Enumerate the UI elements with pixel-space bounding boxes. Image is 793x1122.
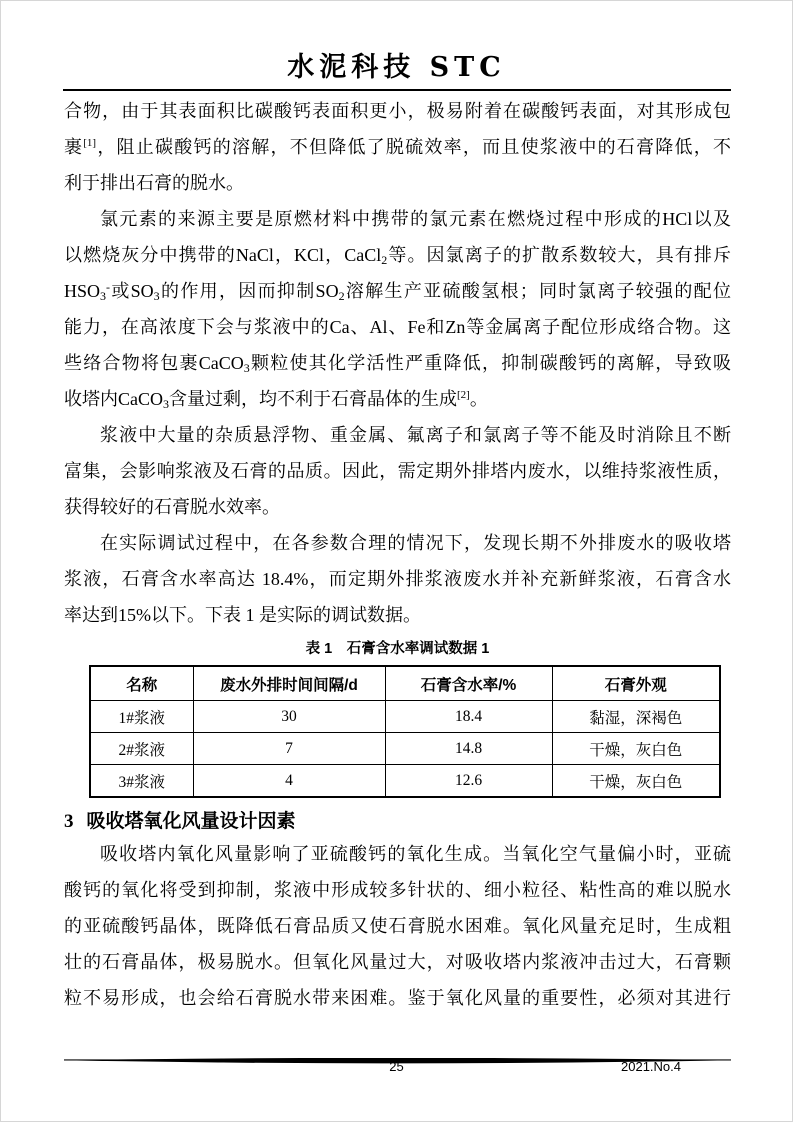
paragraph-line: 合物，由于其表面积比碳酸钙表面积更小，极易附着在碳酸钙表面，对其形成包 — [64, 101, 731, 121]
paragraph-line — [64, 129, 731, 165]
paragraph-line: 利于排出石膏的脱水。 — [64, 173, 244, 193]
text-segment: 。 — [469, 389, 488, 409]
text-segment: 颗粒使其化学活性严重降低，抑制碳酸钙的离解，导致吸 — [249, 353, 731, 373]
text-segment: ，阻止碳酸钙的溶解，不但降低了脱硫效率，而且使浆液中的石膏降低，不 — [96, 137, 731, 157]
table-cell: 30 — [193, 701, 385, 733]
chem-subscript: 3 — [163, 397, 169, 411]
table-cell: 14.8 — [385, 733, 552, 765]
chem-subscript: 3 — [243, 361, 250, 375]
table-cell: 3#浆液 — [90, 765, 193, 798]
table-header-cell: 石膏外观 — [552, 666, 720, 701]
chem-subscript: 3 — [100, 289, 107, 303]
text-segment: 含量过剩，均不利于石膏晶体的生成 — [169, 389, 457, 409]
table-header-row — [90, 666, 720, 701]
footnote-ref-1: [1] — [83, 137, 97, 149]
text-segment: HSO — [64, 281, 101, 301]
issue-number: 2021.No.4 — [621, 1059, 681, 1074]
section-heading — [64, 808, 731, 836]
text-segment: 收塔内CaCO — [64, 389, 163, 409]
paragraph-line: 粒不易形成，也会给石膏脱水带来困难。鉴于氧化风量的重要性，必须对其进行 — [64, 988, 731, 1008]
paragraph-line: 获得较好的石膏脱水效率。 — [64, 497, 280, 517]
chem-subscript: 2 — [381, 253, 388, 267]
paragraph-line: 富集，会影响浆液及石膏的品质。因此，需定期外排塔内废水，以维持浆液性质， — [64, 461, 731, 481]
text-segment: 裹 — [64, 137, 84, 157]
text-segment: 些络合物将包裹CaCO — [64, 353, 244, 373]
chem-subscript: 3 — [153, 289, 160, 303]
paragraph-line: 氯元素的来源主要是原燃材料中携带的氯元素在燃烧过程中形成的HCl以及 — [100, 209, 731, 229]
table-cell: 4 — [193, 765, 385, 798]
footnote-ref-2: [2] — [457, 389, 470, 401]
chem-superscript: - — [106, 280, 111, 294]
table-row — [90, 765, 720, 798]
paragraph-line: 在实际调试过程中，在各参数合理的情况下，发现长期不外排废水的吸收塔 — [100, 533, 731, 553]
paragraph-line — [64, 273, 731, 309]
table-header-cell: 废水外排时间间隔/d — [193, 666, 385, 701]
text-segment: 等。因氯离子的扩散系数较大，具有排斥 — [387, 245, 731, 265]
text-segment: 溶解生产亚硫酸氢根；同时氯离子较强的配位 — [344, 281, 731, 301]
table-cell: 12.6 — [385, 765, 552, 798]
table-row — [90, 733, 720, 765]
table-cell: 2#浆液 — [90, 733, 193, 765]
paragraph-line — [64, 237, 731, 273]
paragraph-line — [64, 381, 731, 417]
section-title: 吸收塔氧化风量设计因素 — [86, 811, 296, 832]
section-number: 3 — [64, 811, 74, 832]
text-segment: 或SO — [110, 281, 154, 301]
footer-rule — [64, 1052, 731, 1059]
paragraph-line: 浆液中大量的杂质悬浮物、重金属、氟离子和氯离子等不能及时消除且不断 — [100, 425, 731, 445]
table-header-cell: 石膏含水率/% — [385, 666, 552, 701]
data-table — [89, 665, 721, 798]
chem-subscript: 2 — [338, 289, 345, 303]
table-cell: 干燥，灰白色 — [552, 765, 720, 798]
page-number: 25 — [389, 1059, 404, 1074]
paragraph-line: 壮的石膏晶体，极易脱水。但氧化风量过大，对吸收塔内浆液冲击过大，石膏颗 — [64, 952, 731, 972]
table-cell: 7 — [193, 733, 385, 765]
paragraph-line: 浆液，石膏含水率高达 18.4%，而定期外排浆液废水并补充新鲜浆液，石膏含水 — [64, 569, 731, 589]
paragraph-line: 的亚硫酸钙晶体，既降低石膏品质又使石膏脱水困难。氧化风量充足时，生成粗 — [64, 916, 731, 936]
paragraph-line: 酸钙的氧化将受到抑制，浆液中形成较多针状的、细小粒径、粘性高的难以脱水 — [64, 880, 731, 900]
page-content — [64, 93, 731, 1016]
text-segment: 以燃烧灰分中携带的NaCl，KCl，CaCl — [64, 245, 382, 265]
table-row — [90, 701, 720, 733]
table-cell: 1#浆液 — [90, 701, 193, 733]
paragraph-line: 能力，在高浓度下会与浆液中的Ca、Al、Fe和Zn等金属离子配位形成络合物。这 — [64, 317, 731, 337]
table-header-cell: 名称 — [90, 666, 193, 701]
paragraph-line: 吸收塔内氧化风量影响了亚硫酸钙的氧化生成。当氧化空气量偏小时，亚硫 — [100, 844, 731, 864]
table-cell: 黏湿，深褐色 — [552, 701, 720, 733]
paragraph-line — [64, 345, 731, 381]
header-rule — [63, 89, 731, 91]
journal-title: 水泥科技 STC — [287, 52, 506, 83]
table-cell: 18.4 — [385, 701, 552, 733]
table-cell: 干燥，灰白色 — [552, 733, 720, 765]
table-caption: 表 1 石膏含水率调试数据 1 — [305, 641, 490, 657]
text-segment: 的作用，因而抑制SO — [159, 281, 339, 301]
paragraph-line: 率达到15%以下。下表 1 是实际的调试数据。 — [64, 605, 421, 625]
